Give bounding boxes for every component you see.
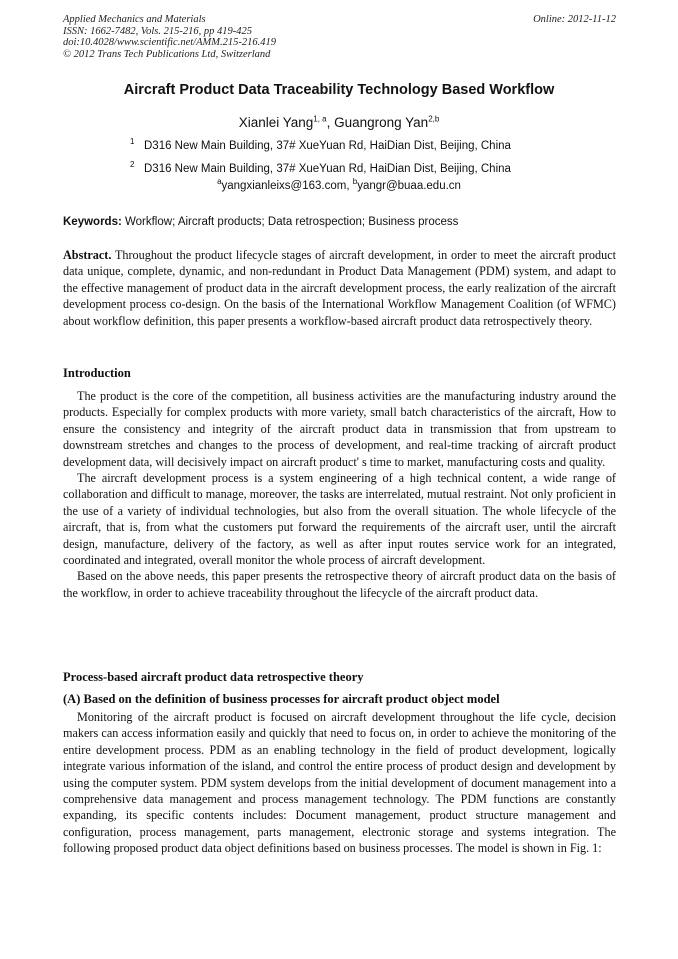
- affiliation-1-num: 1: [130, 137, 135, 146]
- keywords: [63, 216, 616, 228]
- copyright-line: © 2012 Trans Tech Publications Ltd, Switzerland: [63, 48, 271, 60]
- email-line: [0, 177, 678, 192]
- introduction-body: [63, 388, 616, 601]
- email-b-sup: b: [352, 177, 358, 187]
- subsection-heading: (A) Based on the definition of business processes for aircraft product object model: [63, 692, 500, 706]
- author-1-sup: 1, a: [313, 114, 327, 124]
- affiliation-1: [130, 137, 511, 152]
- intro-paragraph-2: The aircraft development process is a system engineering of a high technical content, a wide range of collaboration and difficult to manage, moreover, the tasks are interrelated, mutual restraint. Not only proficient in the use of a variety of individual technologies, but also from the overall situation. The whole lifecycle of the aircraft, that is, from what the customers put forward the requirements of the aircraft user, until the aircraft design, manufacture, delivery of the factory, as well as after input routes service work for an integrated, coordinated and integrated, overall monitor the whole process of aircraft development.: [63, 471, 616, 568]
- section-paragraph: Monitoring of the aircraft product is focused on aircraft development throughout the life cycle, decision makers can access information easily and quickly that need to focus on, in order to achieve the monitoring of the entire development process. PDM as an enabling technology in the field of product development, logically integrate various information of the island, and control the entire process of product design and development by using the computer system. PDM system develops from the initial development of document management into a comprehensive data management and process management technology. The PDM functions are constantly expanding, its specific contents includes: Document management, product structure management and configuration, process management, parts management, electronic storage and systems integration. The following proposed product data object definitions based on business processes. The model is shown in Fig. 1:: [63, 710, 616, 856]
- author-line: [0, 115, 678, 130]
- author-separator: ,: [326, 115, 335, 130]
- journal-header: [63, 14, 616, 60]
- author-1: Xianlei Yang: [238, 115, 314, 130]
- keywords-label: Keywords:: [63, 216, 122, 228]
- email-a[interactable]: yangxianleixs@163.com,: [221, 180, 353, 192]
- abstract: [63, 247, 616, 329]
- journal-name: Applied Mechanics and Materials: [63, 14, 206, 25]
- abstract-label: Abstract.: [63, 248, 112, 262]
- affiliation-2-text: D316 New Main Building, 37# XueYuan Rd, HaiDian Dist, Beijing, China: [144, 162, 511, 175]
- intro-paragraph-3: Based on the above needs, this paper presents the retrospective theory of aircraft product data on the basis of the workflow, in order to achieve traceability throughout the lifecycle of the aircraft product data.: [63, 569, 616, 600]
- issn-line: ISSN: 1662-7482, Vols. 215-216, pp 419-425: [63, 25, 252, 37]
- online-date: Online: 2012-11-12: [533, 14, 616, 25]
- paper-title: Aircraft Product Data Traceability Technology Based Workflow: [123, 82, 555, 98]
- affiliation-2: [130, 160, 511, 175]
- email-b[interactable]: yangr@buaa.edu.cn: [357, 180, 461, 192]
- introduction-heading: Introduction: [63, 366, 131, 380]
- email-a-sup: a: [217, 177, 222, 187]
- section-heading: Process-based aircraft product data retrospective theory: [63, 670, 364, 684]
- affiliation-1-text: D316 New Main Building, 37# XueYuan Rd, HaiDian Dist, Beijing, China: [144, 139, 511, 152]
- author-2: Guangrong Yan: [334, 115, 429, 130]
- doi-line: doi:10.4028/www.scientific.net/AMM.215-216.419: [63, 37, 276, 48]
- section-body: [63, 709, 616, 857]
- keywords-text: Workflow; Aircraft products; Data retrospection; Business process: [121, 216, 459, 228]
- author-2-sup: 2,b: [428, 114, 440, 124]
- intro-paragraph-1: The product is the core of the competition, all business activities are the manufacturing industry around the products. Especially for complex products with more variety, small batch characteristics of the aircraft, How to ensure the consistency and integrity of the aircraft product data in transmission that from upstream to downstream stretches and changes to the process of development, and real-time tracking of aircraft product development data, will decisively impact on aircraft product' s time to market, manufacturing costs and quality.: [63, 389, 616, 469]
- abstract-text: Throughout the product lifecycle stages of aircraft development, in order to meet the aircraft product data unique, complete, dynamic, and non-redundant in Product Data Management (PDM) system, and adapt to the effective management of product data in the aircraft development process, the early realization of the aircraft development process co-design. On the basis of the International Workflow Management Coalition (of WFMC) about workflow definition, this paper presents a workflow-based aircraft product data retrospectively theory.: [63, 248, 616, 328]
- affiliation-2-num: 2: [130, 160, 135, 169]
